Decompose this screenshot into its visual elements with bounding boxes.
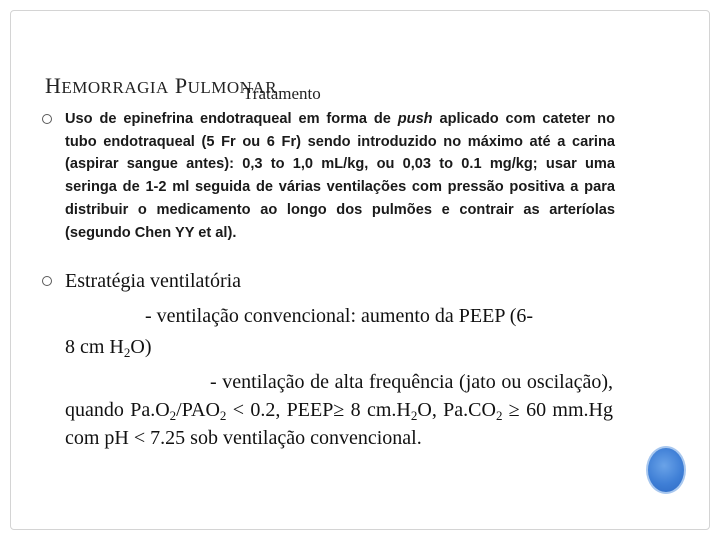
bullet-item-epinefrina — [65, 108, 615, 244]
hf-text-c: < 0.2, PEEP≥ 8 cm.H — [226, 399, 411, 421]
title-initial: H — [45, 73, 62, 98]
item1-push-italic: push — [397, 111, 433, 127]
hf-text-d: O, Pa.CO — [417, 399, 496, 421]
title-word-1: EMORRAGIA — [61, 78, 169, 97]
high-frequency-ventilation-text — [65, 368, 613, 452]
title-initial-2: P — [174, 73, 188, 98]
hf-text-e: ≥ 60 mm.Hg com pH < 7.25 sob ventilação convencional. — [65, 399, 613, 449]
bullet-circle-icon — [42, 114, 52, 124]
subscript: 2 — [495, 408, 503, 423]
slide-subtitle: Tratamento — [243, 84, 321, 103]
subscript: 2 — [410, 408, 418, 423]
item1-text-a: Uso de epinefrina endotraqueal em forma de — [65, 111, 398, 127]
hf-text-b: /PAO — [176, 399, 220, 421]
conventional-ventilation-line: - ventilação convencional: aumento da PEEP (6- — [145, 305, 534, 327]
conv-text: 8 cm H — [65, 336, 124, 358]
item1-text-b: aplicado com cateter no tubo endotraqueal (5 Fr ou 6 Fr) sendo introduzido no máximo até a carina (aspirar sangue antes): 0,3 to 1,0 mL/kg, ou 0,03 to 0.1 mg/kg; usar uma seringa de 1-2 ml seguida de várias ventilações com pressão positiva a para distribuir o medicamento ao longo dos pulmões e contrair as arteríolas (segundo Chen YY et al). — [65, 111, 615, 241]
title-word-2: ULMONAR — [187, 78, 278, 97]
conventional-ventilation-line-2 — [65, 336, 152, 359]
subscript: 2 — [169, 408, 177, 423]
bullet-circle-icon — [42, 276, 52, 286]
conv-text-end: O) — [130, 336, 152, 358]
bullet-item-ventilatory-strategy: Estratégia ventilatória — [65, 270, 242, 292]
hf-text-a: - ventilação de alta frequência (jato ou oscilação), quando Pa.O — [65, 371, 613, 421]
subscript: 2 — [123, 345, 131, 360]
subscript: 2 — [219, 408, 227, 423]
decorative-blue-circle — [646, 446, 686, 494]
